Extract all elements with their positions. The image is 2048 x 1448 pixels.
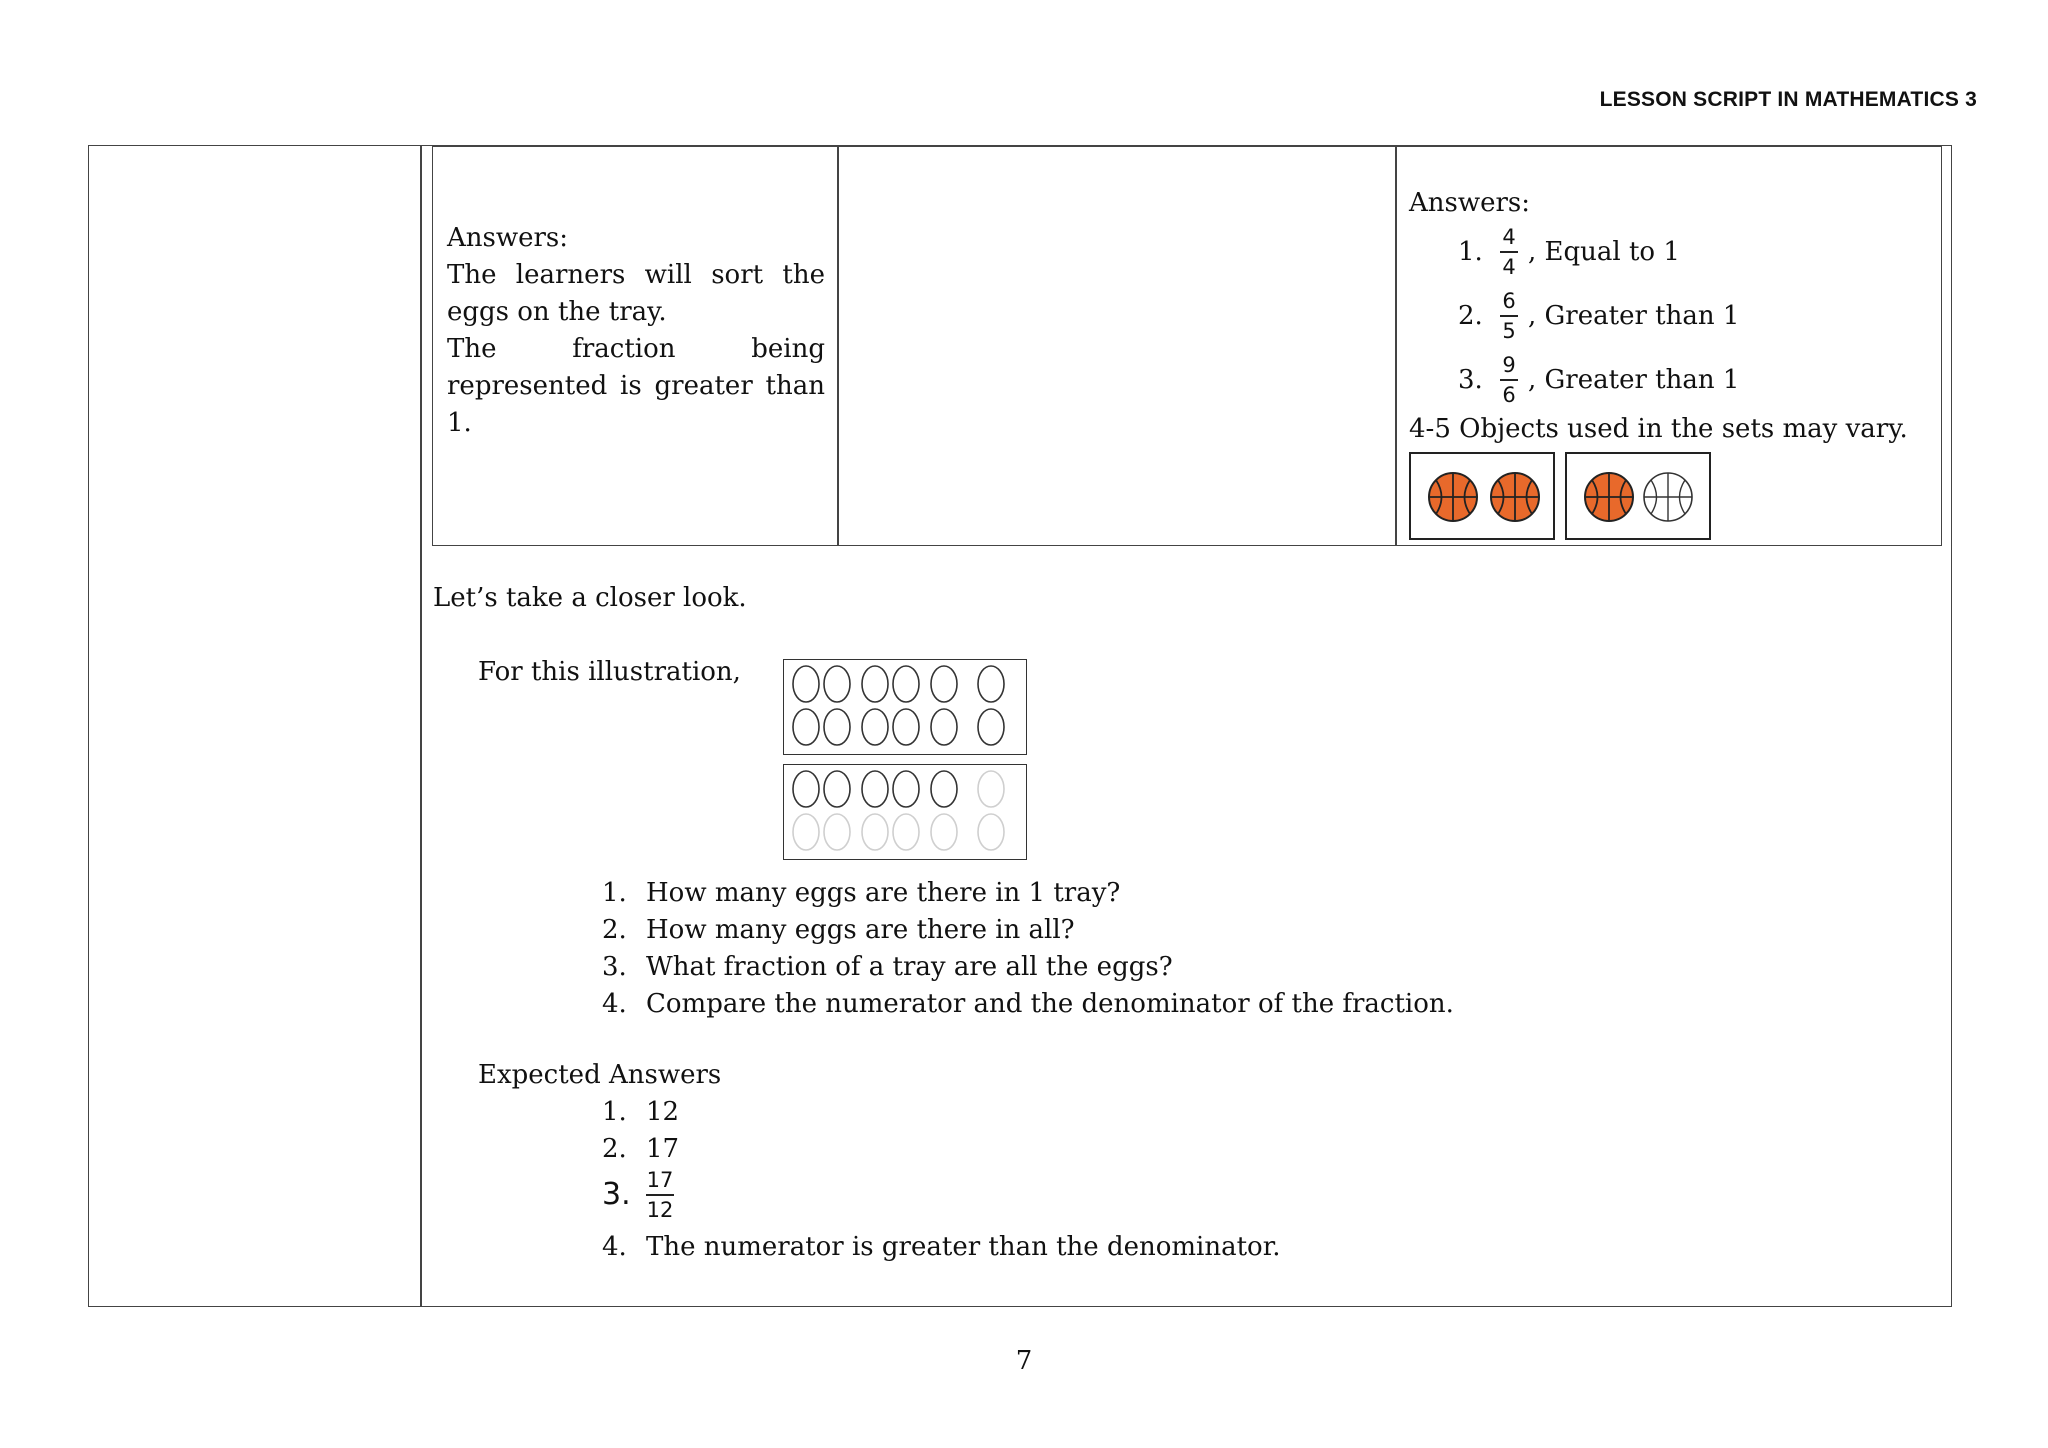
denominator: 12 bbox=[646, 1197, 674, 1222]
question-item: 2. How many eggs are there in all? bbox=[602, 915, 1075, 945]
answer-number: 1. bbox=[1458, 237, 1483, 267]
expected-answer-2: 2. 17 bbox=[602, 1134, 680, 1164]
cell1-line2: eggs on the tray. bbox=[447, 297, 667, 327]
expected-answer-3: 3. $\frac{17}{12}$ bbox=[602, 1168, 674, 1222]
cell3-heading: Answers: bbox=[1409, 188, 1531, 218]
denominator: 6 bbox=[1502, 382, 1516, 407]
question-item: 1. How many eggs are there in 1 tray? bbox=[602, 878, 1121, 908]
cell1-line1: The learners will sort the bbox=[447, 260, 825, 290]
denominator: 4 bbox=[1502, 254, 1516, 279]
answer-number: 3. bbox=[1458, 365, 1483, 395]
fraction bbox=[646, 1168, 674, 1222]
answers-table-divider-2 bbox=[1395, 146, 1397, 546]
answer-text: , Greater than 1 bbox=[1528, 301, 1740, 331]
cell1-line4: represented is greater than bbox=[447, 371, 825, 401]
cell1-line5: 1. bbox=[447, 408, 472, 438]
answer-text: , Equal to 1 bbox=[1528, 237, 1680, 267]
fraction bbox=[1500, 289, 1518, 343]
egg-tray-full-icon bbox=[784, 660, 1024, 752]
closer-look-text: Let’s take a closer look. bbox=[433, 583, 747, 613]
fraction bbox=[1500, 225, 1518, 279]
numerator: 17 bbox=[646, 1168, 674, 1192]
fraction-bar bbox=[1500, 379, 1518, 381]
answer-text: , Greater than 1 bbox=[1528, 365, 1740, 395]
fraction-bar bbox=[646, 1194, 674, 1196]
numerator: 4 bbox=[1502, 225, 1516, 250]
question-item: 4. Compare the numerator and the denominator of the fraction. bbox=[602, 989, 1454, 1019]
answers-cell-sorting bbox=[447, 220, 825, 442]
page-number: 7 bbox=[1015, 1346, 1033, 1376]
left-column-divider bbox=[420, 145, 422, 1307]
ball-set-2 bbox=[1565, 452, 1711, 540]
answer-number: 2. bbox=[1458, 301, 1483, 331]
answers-table-divider-1 bbox=[837, 146, 839, 546]
fraction-bar bbox=[1500, 315, 1518, 317]
question-item: 3. What fraction of a tray are all the eggs? bbox=[602, 952, 1173, 982]
egg-tray-partial-icon bbox=[784, 765, 1024, 857]
fraction bbox=[1500, 353, 1518, 407]
numerator: 6 bbox=[1502, 289, 1516, 314]
basketball-mixed-icon bbox=[1567, 454, 1708, 537]
cell1-line3: The fraction being bbox=[447, 334, 825, 364]
denominator: 5 bbox=[1502, 318, 1516, 343]
expected-answer-4: 4. The numerator is greater than the denominator. bbox=[602, 1232, 1281, 1262]
document-header: LESSON SCRIPT IN MATHEMATICS 3 bbox=[1599, 88, 1977, 111]
expected-answer-1: 1. 12 bbox=[602, 1097, 680, 1127]
cell1-heading: Answers: bbox=[447, 223, 569, 253]
illustration-label: For this illustration, bbox=[478, 657, 741, 687]
egg-tray-partial bbox=[783, 764, 1027, 860]
question-list bbox=[602, 875, 1454, 1023]
numerator: 9 bbox=[1502, 353, 1516, 378]
objects-vary-note: 4-5 Objects used in the sets may vary. bbox=[1409, 414, 1908, 444]
fraction-answer-3 bbox=[1458, 348, 1739, 412]
expected-answers-heading: Expected Answers bbox=[478, 1060, 722, 1090]
basketball-pair-icon bbox=[1411, 454, 1552, 537]
fraction-answer-2 bbox=[1458, 284, 1739, 348]
fraction-answer-1 bbox=[1458, 220, 1680, 284]
egg-tray-full bbox=[783, 659, 1027, 755]
fraction-bar bbox=[1500, 251, 1518, 253]
ball-set-1 bbox=[1409, 452, 1555, 540]
